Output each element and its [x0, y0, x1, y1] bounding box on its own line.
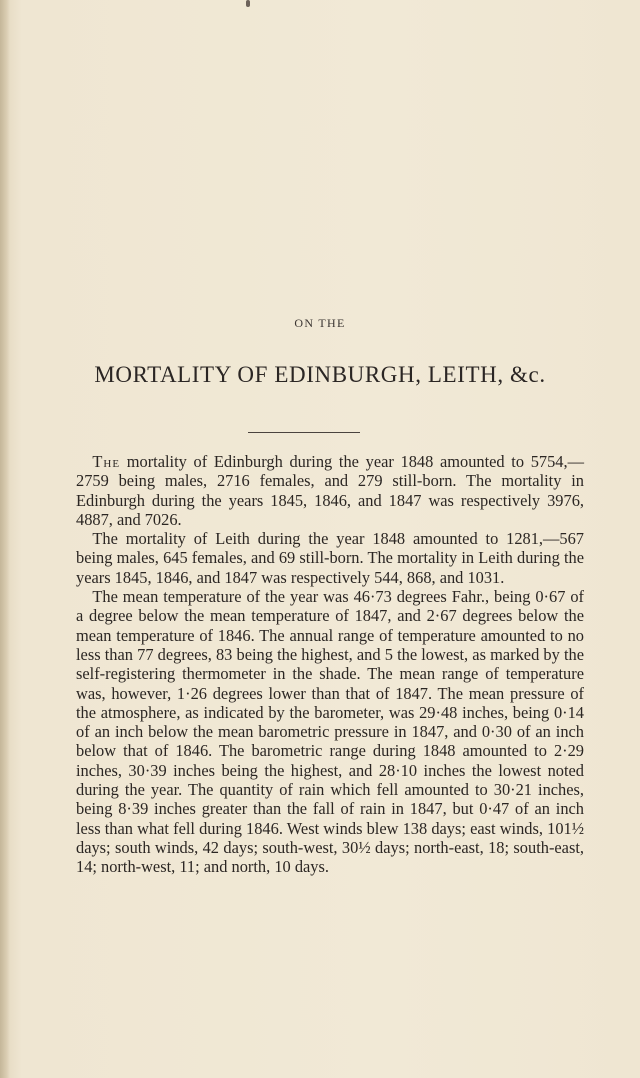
paragraph-edinburgh-text: mortality of Edinburgh during the year 1848 amounted to 5754,—2759 being males, 2716 females, and 279 still-born. The mortality in Edinburgh during the years 1845, 1846, and 1847 was respectively 3976, 4887, and 7026. — [76, 452, 584, 529]
paragraph-edinburgh — [76, 452, 584, 529]
body-text — [76, 452, 584, 877]
paragraph-leith-text: The mortality of Leith during the year 1848 amounted to 1281,—567 being males, 645 females, and 69 still-born. The mortality in Leith during the years 1845, 1846, and 1847 was respectively 544, 868, and 1031. — [76, 529, 584, 587]
binding-shadow — [0, 0, 10, 1078]
divider-rule — [248, 432, 360, 433]
paragraph-weather-text: The mean temperature of the year was 46·73 degrees Fahr., being 0·67 of a degree below the mean temperature of 1847, and 2·67 degrees below the mean temperature of 1846. The annual range of temperature amounted to no less than 77 degrees, 83 being the highest, and 5 the lowest, as marked by the self-registering thermometer in the shade. The mean range of temperature was, however, 1·26 degrees lower than that of 1847. The mean pressure of the atmosphere, as indicated by the barometer, was 29·48 inches, being 0·14 of an inch below the mean barometric pressure in 1847, and 0·30 of an inch below that of 1846. The barometric range during 1848 amounted to 2·29 inches, 30·39 inches being the highest, and 28·10 inches the lowest noted during the year. The quantity of rain which fell amounted to 30·21 inches, being 8·39 inches greater than the fall of rain in 1847, but 0·47 of an inch less than what fell during 1846. West winds blew 138 days; east winds, 101½ days; south winds, 42 days; south-west, 30½ days; north-east, 18; south-east, 14; north-west, 11; and north, 10 days. — [76, 587, 584, 877]
ink-mark — [246, 0, 250, 7]
page-title: MORTALITY OF EDINBURGH, LEITH, &c. — [94, 362, 546, 387]
heading-kicker: ON THE — [294, 316, 346, 330]
paragraph-leith — [76, 529, 584, 587]
paragraph-lead: The — [92, 452, 121, 471]
paragraph-weather — [76, 587, 584, 876]
